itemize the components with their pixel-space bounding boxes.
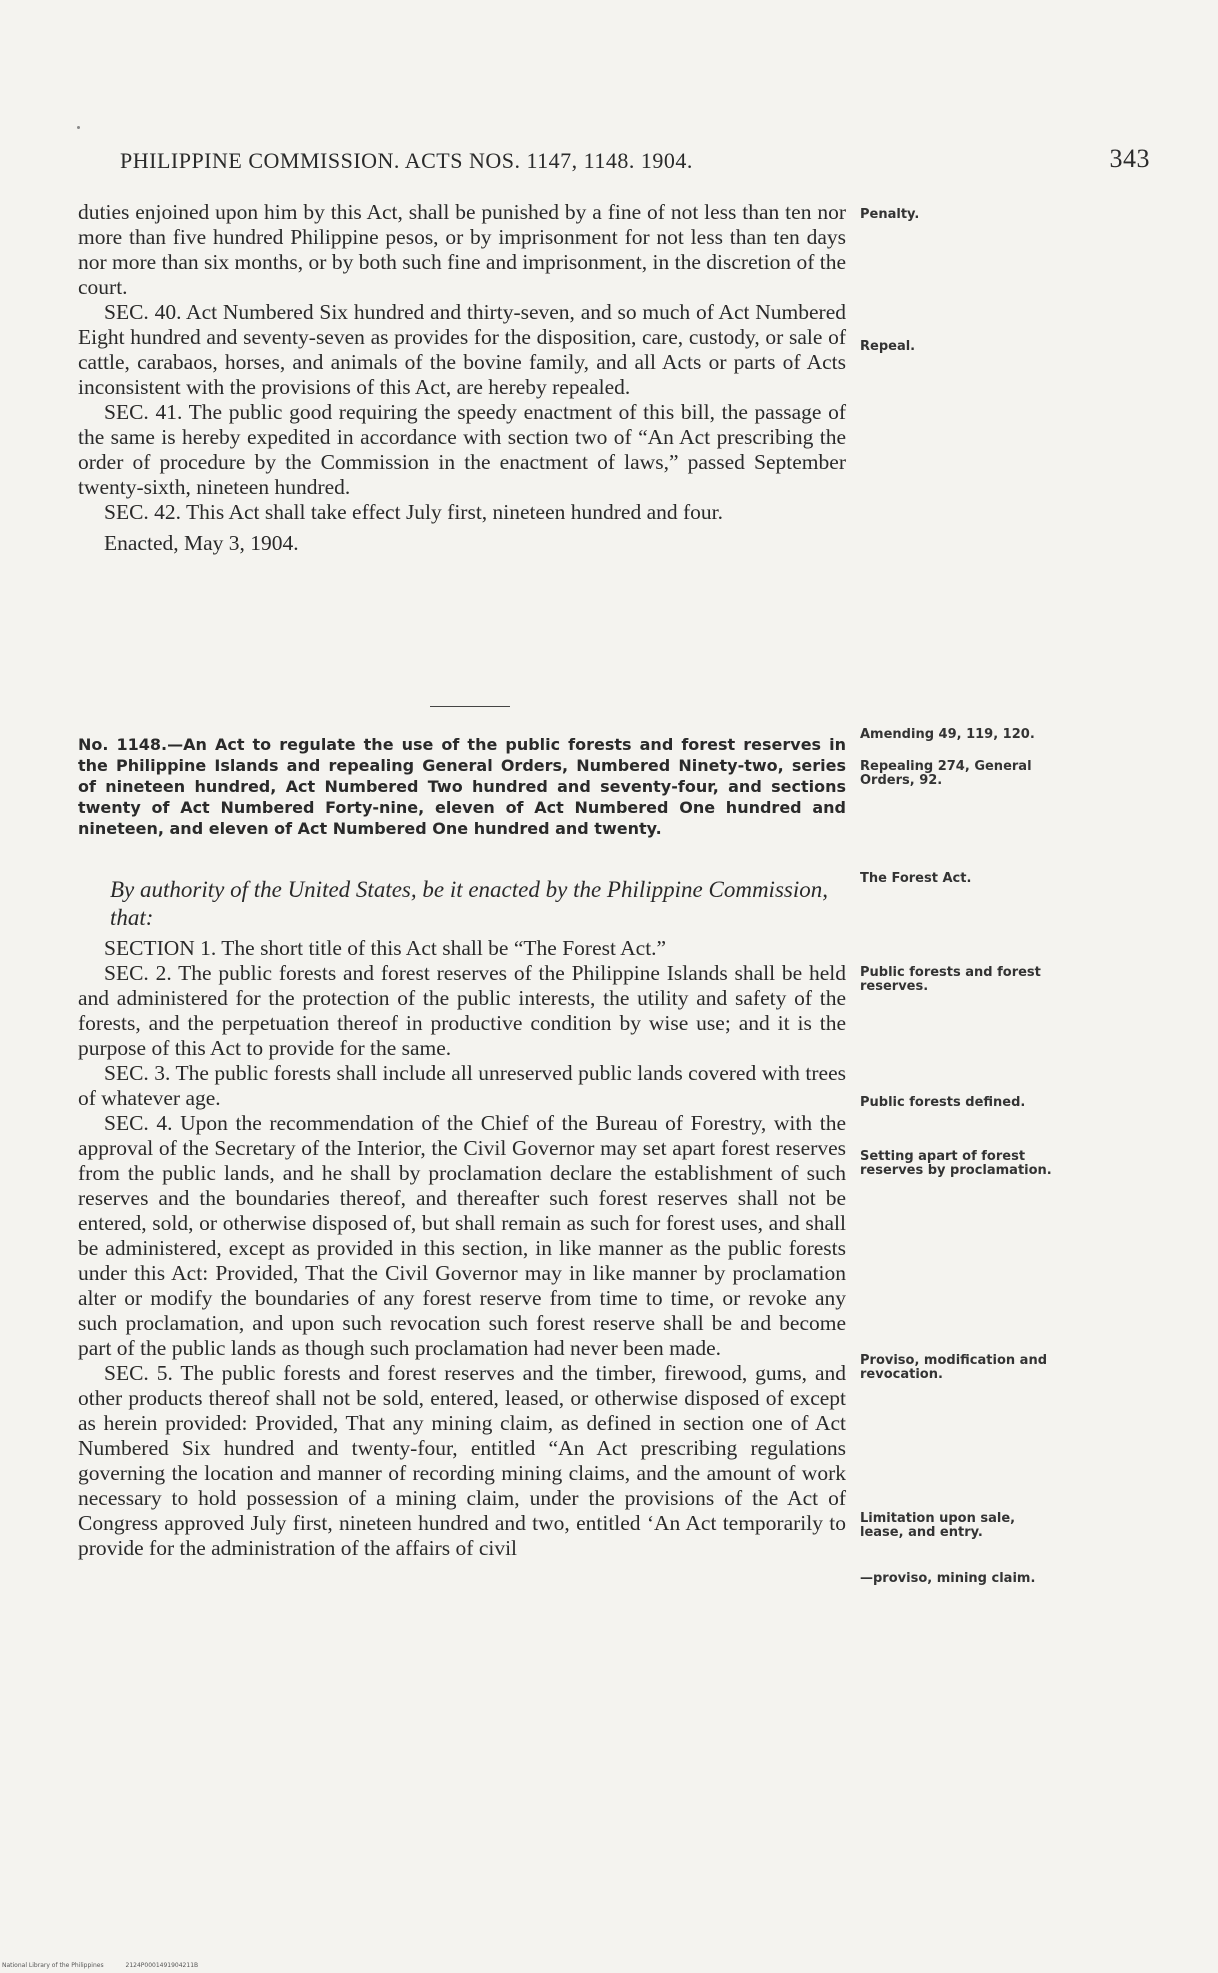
paragraph-sec42: SEC. 42. This Act shall take effect July first, nineteen hundred and four. [104,500,723,524]
paragraph-sec2: SEC. 2. The public forests and forest reserves of the Philippine Islands shall be held and administered for the protection of the public interests, the utility and safety of the forests, and the perpetuation thereof in productive condition by wise use; and it is the purpose of this Act to provide for the same. [78,961,846,1060]
paragraph-sec1: SECTION 1. The short title of this Act shall be “The Forest Act.” [104,936,667,960]
margin-note-proviso: Proviso, modification and revocation. [860,1353,1048,1382]
speck [77,126,80,129]
paragraph-sec40: SEC. 40. Act Numbered Six hundred and thirty-seven, and so much of Act Numbered Eight hundred and seventy-seven as provides for the disposition, care, custody, or sale of cattle, carabaos, horses, and animals of the bovine family, and all Acts or parts of Acts inconsistent with the provisions of this Act, are hereby repealed. [78,300,846,399]
margin-note-repealing: Repealing 274, General Orders, 92. [860,759,1032,788]
scan-footer [2,1962,218,1969]
paragraph-sec3: SEC. 3. The public forests shall include all unreserved public lands covered with trees of whatever age. [78,1061,846,1110]
margin-note-repeal: Repeal. [860,339,916,354]
footer-id: 2124P0001491904211B [125,1962,199,1969]
footer-source: National Library of the Philippines [2,1962,104,1969]
text-block-2 [78,936,846,1561]
paragraph-sec41: SEC. 41. The public good requiring the speedy enactment of this bill, the passage of the same is hereby expedited in accordance with section two of “An Act prescribing the order of procedure by the Commission in the enactment of laws,” passed September twenty-sixth, nineteen hundred. [78,400,846,499]
margin-note-forest-act: The Forest Act. [860,871,972,886]
margin-note-mining: —proviso, mining claim. [860,1571,1036,1586]
running-title: PHILIPPINE COMMISSION. ACTS NOS. 1147, 1148. 1904. [120,148,693,173]
margin-note-public-forests: Public forests and forest reserves. [860,965,1041,994]
enacting-clause: By authority of the United States, be it enacted by the Philippine Commission, that: [110,877,828,930]
paragraph-continuation: duties enjoined upon him by this Act, shall be punished by a fine of not less than ten nor more than five hundred Philippine pesos, or by imprisonment for not less than ten days nor more than six months, or by both such fine and imprisonment, in the discretion of the court. [78,200,846,299]
paragraph-sec4: SEC. 4. Upon the recommendation of the Chief of the Bureau of Forestry, with the approval of the Secretary of the Interior, the Civil Governor may set apart forest reserves from the public lands, and he shall by proclamation declare the establishment of such reserves and the boundaries thereof, and thereafter such forest reserves shall not be entered, sold, or otherwise disposed of, but shall remain as such for forest uses, and shall be administered, except as provided in this section, in like manner as the public forests under this Act: Provided, That the Civil Governor may in like manner by proclamation alter or modify the boundaries of any forest reserve from time to time, or revoke any such proclamation, and upon such revocation such forest reserve shall be and become part of the public lands as though such proclamation had never been made. [78,1111,846,1360]
margin-note-penalty: Penalty. [860,207,920,222]
act-heading: No. 1148.—An Act to regulate the use of the public forests and forest reserves in the Philippine Islands and repealing General Orders, Numbered Ninety-two, series of nineteen hundred, Act Numbered Two hundred and seventy-four, and sections twenty of Act Numbered Forty-nine, eleven of Act Numbered One hundred and nineteen, and eleven of Act Numbered One hundred and twenty. [78,735,846,838]
enacted-line: Enacted, May 3, 1904. [104,531,299,555]
margin-note-amending: Amending 49, 119, 120. [860,727,1035,742]
section-divider [430,706,510,707]
paragraph-sec5: SEC. 5. The public forests and forest reserves and the timber, firewood, gums, and other products thereof shall not be sold, entered, leased, or otherwise disposed of except as herein provided: Provided, That any mining claim, as defined in section one of Act Numbered Six hundred and twenty-four, entitled “An Act prescribing regulations governing the location and manner of recording mining claims, and the amount of work necessary to hold possession of a mining claim, under the provisions of the Act of Congress approved July first, nineteen hundred and two, entitled ‘An Act temporarily to provide for the administration of the affairs of civil [78,1361,846,1560]
margin-note-limitation: Limitation upon sale, lease, and entry. [860,1511,1016,1540]
text-block-1 [78,200,846,556]
page-number: 343 [1109,144,1150,173]
margin-note-defined: Public forests defined. [860,1095,1026,1110]
margin-note-setting-apart: Setting apart of forest reserves by proclamation. [860,1149,1052,1178]
